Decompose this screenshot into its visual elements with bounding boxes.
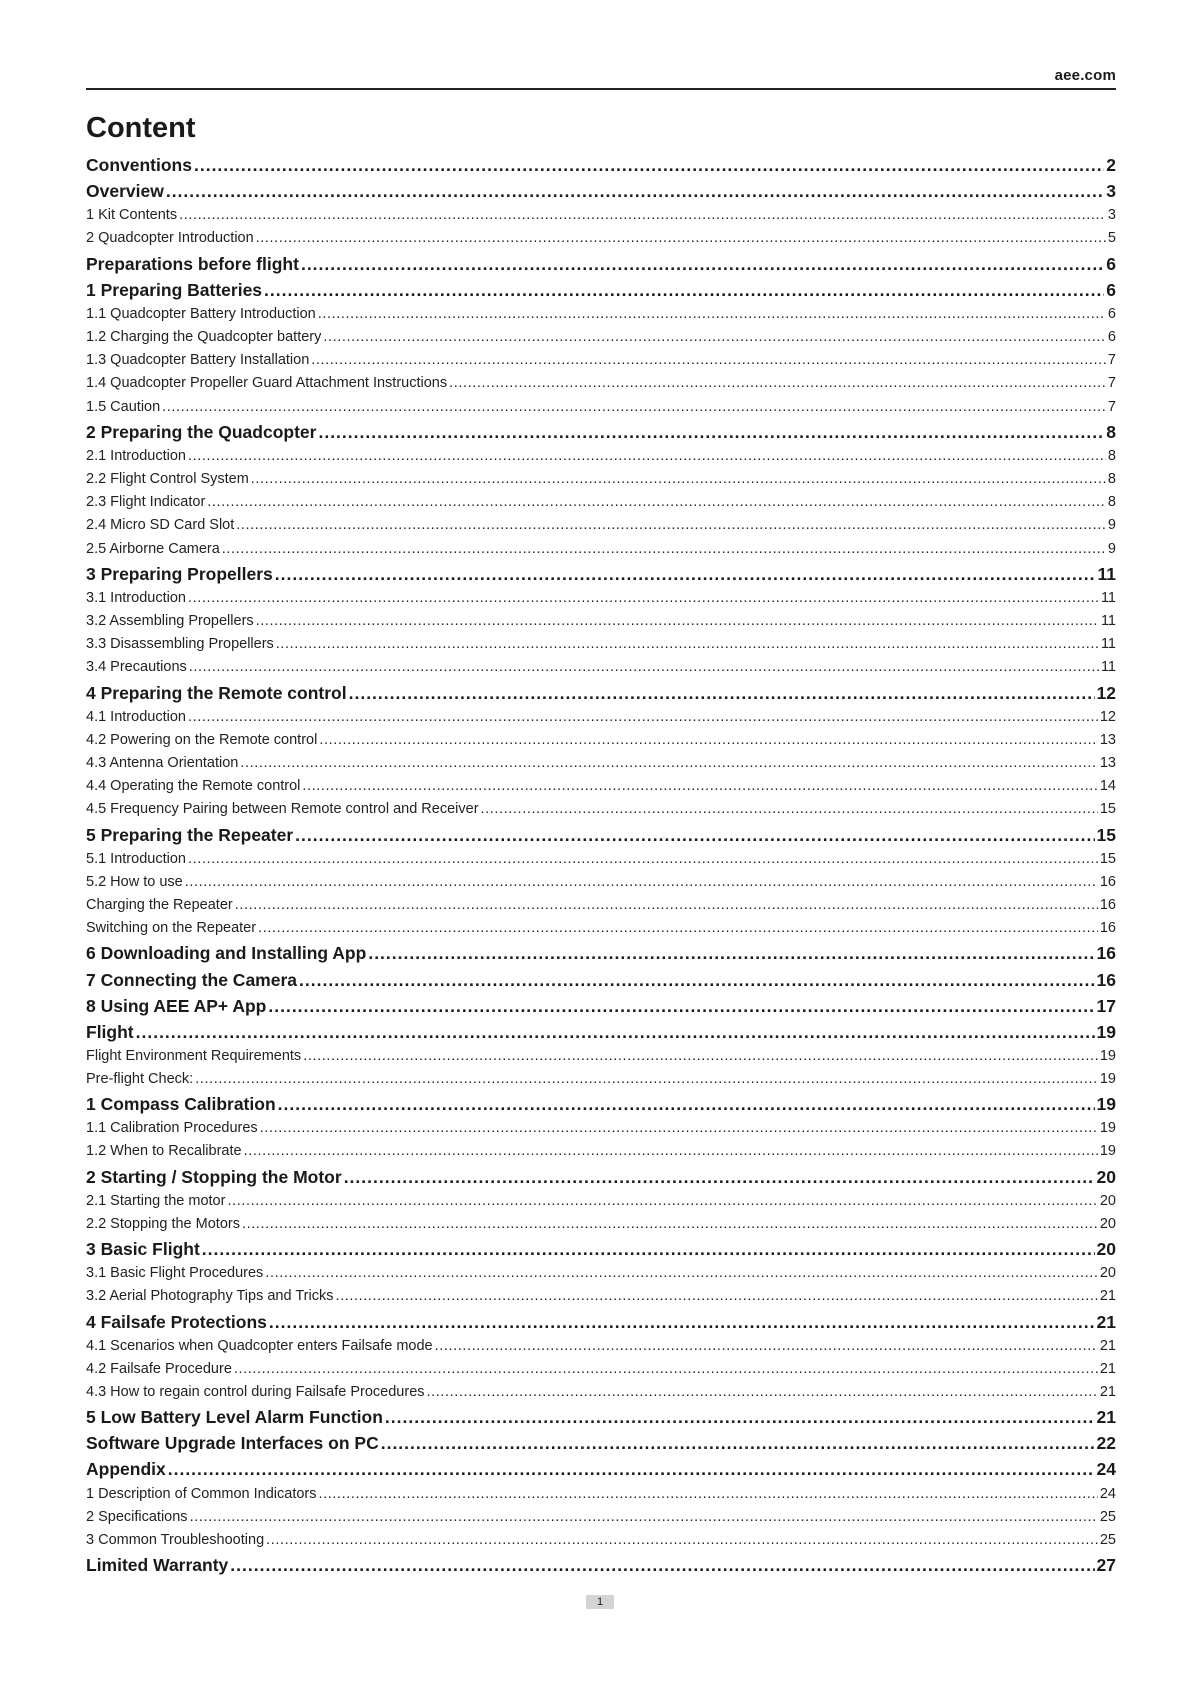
toc-entry[interactable] [86,683,1116,709]
toc-entry-page: 20 [1096,1166,1116,1187]
toc-entry-page: 21 [1099,1384,1116,1401]
toc-entry[interactable] [86,943,1116,969]
header-divider [86,88,1116,90]
dot-leader [319,732,1098,748]
toc-entry-page: 19 [1099,1071,1116,1087]
dot-leader [302,778,1097,794]
toc-entry-label: 3.1 Basic Flight Procedures [86,1265,264,1282]
toc-entry-label: 1 Description of Common Indicators [86,1485,317,1502]
dot-leader [258,920,1098,936]
toc-entry-page: 7 [1107,352,1116,369]
dot-leader [251,471,1106,487]
dot-leader [449,375,1106,391]
toc-entry-page: 19 [1096,1094,1116,1115]
toc-entry-page: 13 [1099,755,1116,772]
toc-entry-label: 2 Starting / Stopping the Motor [86,1166,342,1187]
toc-entry-label: 4.1 Introduction [86,708,186,725]
toc-entry-label: 4.4 Operating the Remote control [86,778,301,795]
toc-entry[interactable] [86,1433,1116,1459]
toc-entry-page: 13 [1099,731,1116,748]
toc-entry-page: 16 [1099,897,1116,914]
toc-entry-page: 6 [1106,279,1116,300]
dot-leader [260,1120,1098,1136]
dot-leader [227,1193,1097,1209]
toc-entry-page: 15 [1099,801,1116,818]
toc-entry[interactable] [86,709,1116,732]
dot-leader [256,613,1099,629]
toc-entry-label: Limited Warranty [86,1555,229,1576]
toc-entry-label: Conventions [86,155,192,175]
dot-leader [276,636,1099,652]
dot-leader [194,155,1104,176]
dot-leader [335,1288,1097,1304]
dot-leader [311,352,1106,368]
toc-entry-label: 2.3 Flight Indicator [86,494,206,511]
toc-entry[interactable] [86,306,1116,329]
toc-entry-label: 2.5 Airborne Camera [86,540,220,557]
toc-entry[interactable] [86,207,1116,230]
dot-leader [207,494,1106,510]
toc-entry-label: 1.1 Quadcopter Battery Introduction [86,305,316,322]
toc-entry[interactable] [86,1312,1116,1338]
dot-leader [303,1048,1098,1064]
dot-leader [301,254,1104,275]
toc-entry[interactable] [86,1338,1116,1361]
toc-entry-page: 7 [1107,375,1116,392]
dot-leader [265,1265,1098,1281]
dot-leader [168,1459,1095,1480]
dot-leader [189,659,1099,675]
toc-entry[interactable] [86,1384,1116,1407]
toc-entry-page: 15 [1099,850,1116,867]
dot-leader [185,874,1098,890]
dot-leader [136,1022,1095,1043]
dot-leader [188,590,1099,606]
toc-entry-label: Preparations before flight [86,253,299,274]
toc-entry-label: 1 Kit Contents [86,207,178,224]
dot-leader [188,851,1098,867]
dot-leader [299,970,1095,991]
toc-entry[interactable] [86,1239,1116,1265]
toc-entry-label: 4 Preparing the Remote control [86,682,347,703]
toc-entry-label: Appendix [86,1459,166,1480]
toc-entry-label: 6 Downloading and Installing App [86,943,367,964]
toc-entry-page: 21 [1096,1311,1116,1332]
toc-entry-page: 21 [1096,1407,1116,1428]
dot-leader [244,1143,1098,1159]
toc-entry-label: 4.1 Scenarios when Quadcopter enters Failsafe mode [86,1337,433,1354]
toc-entry-page: 20 [1096,1239,1116,1260]
dot-leader [256,230,1106,246]
toc-entry-label: 5 Preparing the Repeater [86,824,294,845]
toc-entry[interactable] [86,1265,1116,1288]
toc-entry-page: 5 [1107,230,1116,247]
toc-entry-label: 2.1 Introduction [86,447,186,464]
toc-entry[interactable] [86,1459,1116,1485]
toc-entry-page: 3 [1106,181,1116,202]
dot-leader [323,329,1106,345]
toc-entry-page: 21 [1099,1360,1116,1377]
dot-leader [318,306,1106,322]
dot-leader [385,1407,1095,1428]
toc-entry-label: 3.1 Introduction [86,589,186,606]
toc-entry-page: 20 [1099,1215,1116,1232]
dot-leader [190,1509,1098,1525]
toc-entry-label: 2.2 Stopping the Motors [86,1215,240,1232]
toc-entry[interactable] [86,613,1116,636]
toc-entry-label: 2 Specifications [86,1508,188,1525]
toc-entry[interactable] [86,732,1116,755]
toc-entry[interactable] [86,254,1116,280]
dot-leader [202,1239,1095,1260]
dot-leader [188,448,1106,464]
dot-leader [234,1361,1098,1377]
toc-entry-page: 9 [1107,517,1116,534]
dot-leader [349,683,1095,704]
toc-entry-page: 20 [1099,1192,1116,1209]
toc-entry-label: 3 Preparing Propellers [86,563,273,584]
toc-entry-page: 2 [1106,155,1116,175]
toc-entry-page: 3 [1107,207,1116,224]
toc-entry-page: 24 [1096,1459,1116,1480]
toc-entry-label: 4.2 Powering on the Remote control [86,731,318,748]
toc-entry[interactable] [86,517,1116,540]
toc-entry-label: Flight [86,1021,134,1042]
toc-entry-label: 2 Preparing the Quadcopter [86,421,317,442]
toc-entry-page: 14 [1099,778,1116,795]
toc-entry-label: 1.2 Charging the Quadcopter battery [86,328,322,345]
toc-entry-page: 8 [1107,494,1116,511]
toc-entry[interactable] [86,375,1116,398]
dot-leader [275,564,1096,585]
toc-entry[interactable] [86,541,1116,564]
dot-leader [435,1338,1098,1354]
toc-entry-label: 4.2 Failsafe Procedure [86,1360,232,1377]
toc-entry[interactable] [86,230,1116,253]
toc-entry-page: 6 [1107,305,1116,322]
toc-entry-page: 15 [1096,824,1116,845]
toc-entry[interactable] [86,920,1116,943]
toc-entry-label: 2.4 Micro SD Card Slot [86,517,235,534]
dot-leader [481,801,1098,817]
toc-entry[interactable] [86,970,1116,996]
toc-entry-label: 4.3 How to regain control during Failsafe Procedures [86,1384,425,1401]
toc-entry-page: 6 [1106,253,1116,274]
dot-leader [230,1555,1094,1576]
toc-entry[interactable] [86,1071,1116,1094]
toc-entry-label: 1.3 Quadcopter Battery Installation [86,352,310,369]
dot-leader [242,1216,1098,1232]
dot-leader [240,755,1097,771]
dot-leader [295,825,1094,846]
toc-entry-page: 11 [1097,563,1116,584]
dot-leader [381,1433,1095,1454]
toc-entry-page: 7 [1107,398,1116,415]
toc-entry-label: Charging the Repeater [86,897,233,914]
dot-leader [268,996,1094,1017]
toc-entry[interactable] [86,1288,1116,1311]
toc-entry-label: 1.2 When to Recalibrate [86,1143,242,1160]
toc-entry-label: 2 Quadcopter Introduction [86,230,254,247]
toc-entry-page: 16 [1099,873,1116,890]
toc-entry-label: 2.2 Flight Control System [86,470,249,487]
toc-entry[interactable] [86,1048,1116,1071]
toc-entry-page: 16 [1096,943,1116,964]
toc-entry-label: 4.5 Frequency Pairing between Remote control and Receiver [86,801,479,818]
toc-entry-page: 19 [1099,1047,1116,1064]
toc-entry-label: 3 Common Troubleshooting [86,1531,265,1548]
toc-entry[interactable] [86,1193,1116,1216]
toc-entry-label: 4.3 Antenna Orientation [86,755,239,772]
toc-entry-page: 8 [1107,447,1116,464]
toc-entry-label: 3 Basic Flight [86,1239,200,1260]
dot-leader [264,280,1104,301]
dot-leader [236,517,1106,533]
toc-entry-label: 3.3 Disassembling Propellers [86,636,274,653]
toc-entry-label: 4 Failsafe Protections [86,1311,267,1332]
toc-entry[interactable] [86,422,1116,448]
toc-entry[interactable] [86,851,1116,874]
dot-leader [195,1071,1098,1087]
toc-entry-page: 21 [1099,1337,1116,1354]
toc-entry-label: 7 Connecting the Camera [86,969,298,990]
toc-entry[interactable] [86,181,1116,207]
toc-entry-page: 9 [1107,540,1116,557]
toc-entry-label: 5 Low Battery Level Alarm Function [86,1407,383,1428]
toc-entry[interactable] [86,1555,1116,1581]
toc-entry[interactable] [86,874,1116,897]
toc-entry-page: 12 [1096,682,1116,703]
toc-entry-page: 11 [1100,636,1116,653]
toc-entry[interactable] [86,1167,1116,1193]
toc-entry[interactable] [86,1509,1116,1532]
toc-entry[interactable] [86,825,1116,851]
toc-entry-page: 17 [1096,995,1116,1016]
toc-entry-page: 12 [1099,708,1116,725]
page-number: 1 [586,1595,614,1609]
dot-leader [222,541,1106,557]
toc-entry-label: 1.4 Quadcopter Propeller Guard Attachment Instructions [86,375,448,392]
page-title: Content [86,112,196,144]
toc-entry-label: 1.5 Caution [86,398,161,415]
toc-entry[interactable] [86,155,1116,181]
toc-entry-label: Flight Environment Requirements [86,1047,302,1064]
toc-entry[interactable] [86,590,1116,613]
toc-entry[interactable] [86,1094,1116,1120]
toc-entry[interactable] [86,471,1116,494]
dot-leader [162,399,1106,415]
toc-entry-label: 5.1 Introduction [86,850,186,867]
dot-leader [318,422,1104,443]
toc-entry[interactable] [86,280,1116,306]
toc-entry-page: 19 [1096,1021,1116,1042]
toc-entry[interactable] [86,1407,1116,1433]
dot-leader [368,943,1094,964]
toc-entry[interactable] [86,897,1116,920]
toc-entry-page: 25 [1099,1508,1116,1525]
toc-entry[interactable] [86,659,1116,682]
dot-leader [188,709,1098,725]
toc-entry[interactable] [86,801,1116,824]
dot-leader [179,207,1106,223]
toc-entry[interactable] [86,1532,1116,1555]
toc-entry-label: Overview [86,181,164,202]
toc-entry[interactable] [86,1022,1116,1048]
toc-entry[interactable] [86,352,1116,375]
toc-entry-page: 6 [1107,328,1116,345]
dot-leader [235,897,1098,913]
dot-leader [427,1384,1098,1400]
toc-entry-page: 11 [1100,613,1116,629]
toc-entry-page: 25 [1099,1531,1116,1548]
toc-entry[interactable] [86,1143,1116,1166]
toc-entry[interactable] [86,755,1116,778]
toc-entry-page: 19 [1099,1120,1116,1137]
toc-entry-page: 22 [1096,1433,1116,1454]
toc-entry-label: 3.2 Assembling Propellers [86,613,254,629]
toc-entry-label: Software Upgrade Interfaces on PC [86,1433,379,1454]
toc-entry-page: 19 [1099,1143,1116,1160]
toc-entry-label: 1 Compass Calibration [86,1094,276,1115]
dot-leader [166,181,1104,202]
toc-entry[interactable] [86,778,1116,801]
table-of-contents [86,155,1116,1581]
toc-entry-page: 27 [1096,1555,1116,1576]
dot-leader [319,1486,1098,1502]
toc-entry-label: 3.2 Aerial Photography Tips and Tricks [86,1288,334,1305]
toc-entry[interactable] [86,1120,1116,1143]
toc-entry-page: 16 [1096,969,1116,990]
toc-entry[interactable] [86,399,1116,422]
site-url: aee.com [1054,67,1116,84]
toc-entry[interactable] [86,564,1116,590]
toc-entry-page: 20 [1099,1265,1116,1282]
toc-entry-page: 24 [1099,1485,1116,1502]
toc-entry-page: 11 [1100,589,1116,606]
toc-entry-page: 8 [1107,470,1116,487]
toc-entry-label: 5.2 How to use [86,873,183,890]
toc-entry-label: Switching on the Repeater [86,920,257,937]
toc-entry[interactable] [86,636,1116,659]
toc-entry-label: 2.1 Starting the motor [86,1192,226,1209]
toc-entry[interactable] [86,1216,1116,1239]
toc-entry-page: 16 [1099,920,1116,937]
toc-entry-label: 1.1 Calibration Procedures [86,1120,258,1137]
toc-entry-page: 8 [1106,421,1116,442]
toc-entry-label: 8 Using AEE AP+ App [86,995,267,1016]
toc-entry-label: Pre-flight Check: [86,1071,194,1087]
dot-leader [269,1312,1095,1333]
dot-leader [278,1094,1095,1115]
toc-entry[interactable] [86,996,1116,1022]
dot-leader [344,1167,1095,1188]
dot-leader [266,1532,1098,1548]
toc-entry-page: 21 [1099,1288,1116,1305]
toc-entry[interactable] [86,1486,1116,1509]
toc-entry[interactable] [86,448,1116,471]
toc-entry[interactable] [86,329,1116,352]
toc-entry-label: 3.4 Precautions [86,659,187,676]
toc-entry[interactable] [86,494,1116,517]
toc-entry-page: 11 [1100,659,1116,676]
toc-entry[interactable] [86,1361,1116,1384]
toc-entry-label: 1 Preparing Batteries [86,279,263,300]
